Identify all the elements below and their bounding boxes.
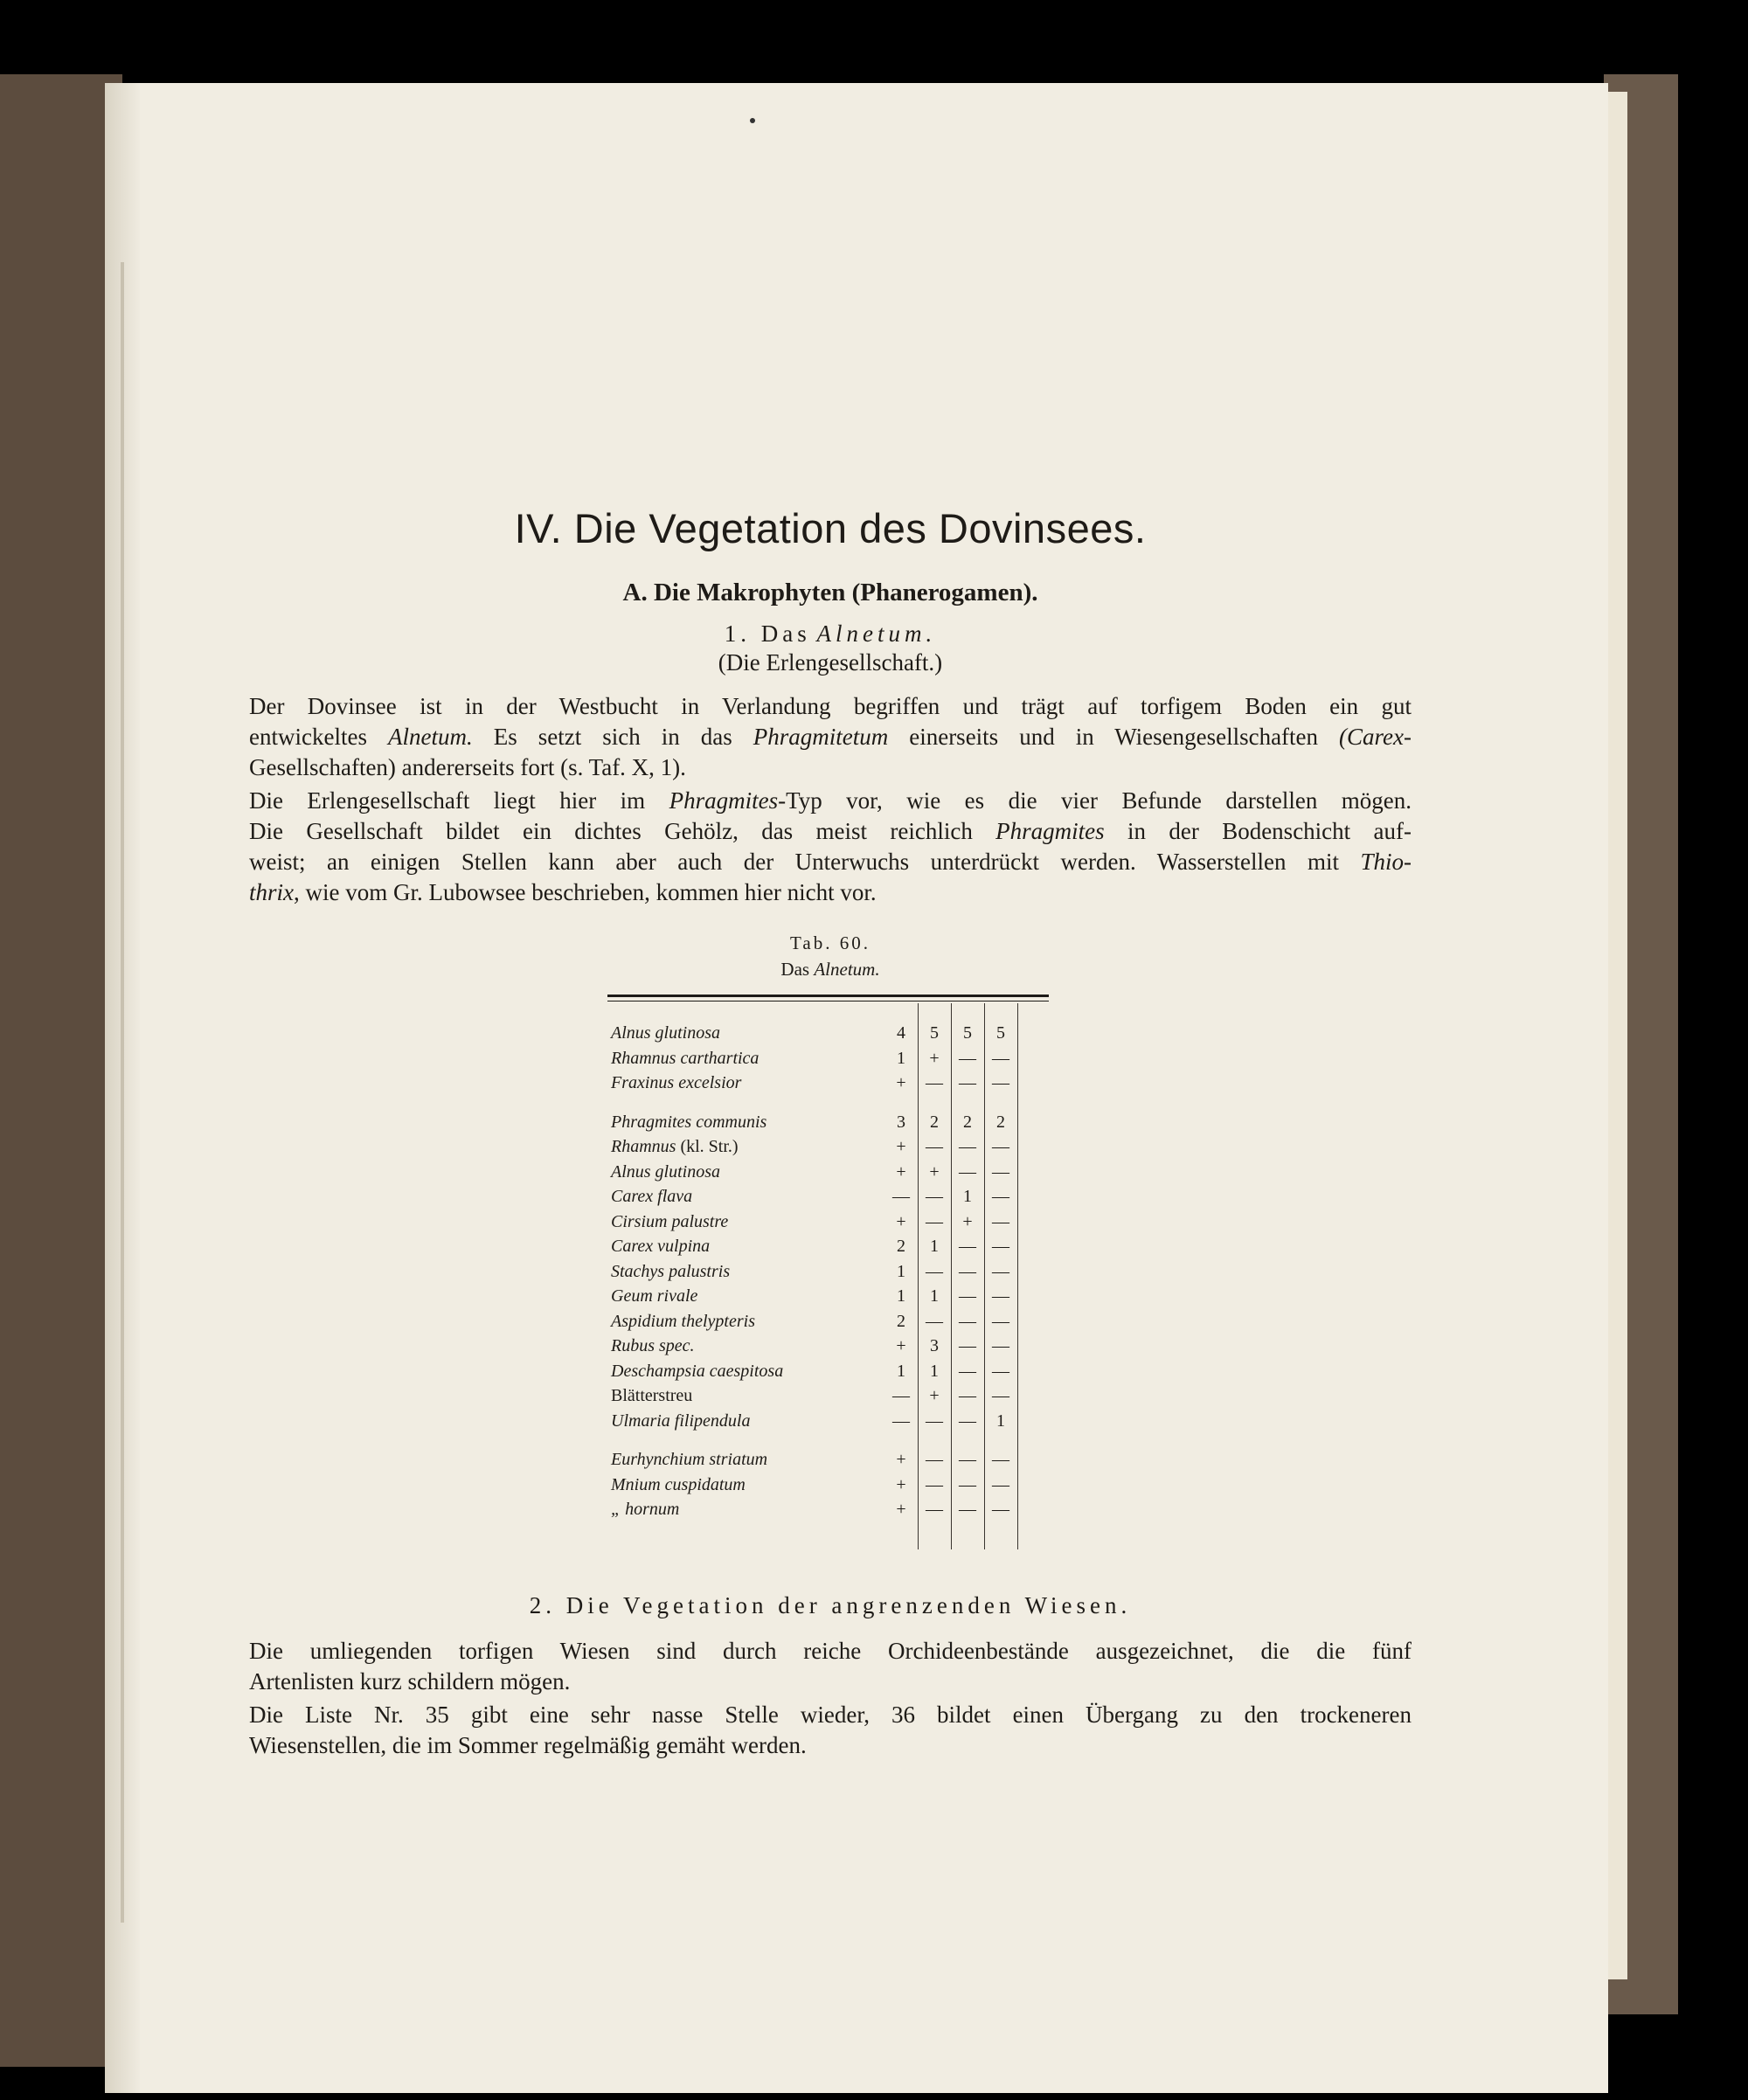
table-top-rule: [607, 995, 1049, 997]
cover-value: +: [896, 1500, 906, 1519]
species-name: Blätterstreu: [611, 1386, 693, 1405]
table-row: [607, 1187, 1049, 1211]
species-name: Stachys palustris: [611, 1261, 731, 1281]
table-subcaption: [249, 959, 1412, 981]
text-line: thrix, wie vom Gr. Lubowsee beschrieben, kommen hier nicht vor.: [249, 879, 877, 905]
subsection-1-term: Alnetum.: [816, 620, 937, 647]
species-name: Carex flava: [611, 1187, 693, 1206]
italic-term: Alnetum.: [387, 724, 473, 750]
ink-dot: [750, 118, 755, 123]
species-name: Rubus spec.: [611, 1336, 695, 1355]
table-row: [607, 1262, 1049, 1286]
cover-value: —: [959, 1286, 976, 1306]
text-line: Die Gesellschaft bildet ein dichtes Gehölz, das meist reichlich Phragmites in der Bodenschicht auf-: [249, 818, 1412, 844]
species-name: Rhamnus carthartica: [611, 1048, 760, 1068]
cover-value: —: [992, 1386, 1009, 1405]
cover-value: —: [992, 1261, 1009, 1281]
cover-value: 2: [897, 1237, 905, 1256]
species-name: Alnus glutinosa: [611, 1023, 721, 1043]
paragraph-2: [249, 786, 1412, 908]
species-name: Cirsium palustre: [611, 1211, 729, 1231]
cover-value: 5: [930, 1023, 939, 1043]
table-row: [607, 1411, 1049, 1436]
species-name: Geum rivale: [611, 1286, 698, 1306]
table-row: [607, 1386, 1049, 1410]
table-subcaption-text: Das Alnetum.: [780, 959, 880, 980]
table-row: [607, 1237, 1049, 1261]
cover-value: 2: [996, 1112, 1005, 1132]
cover-value: —: [926, 1073, 943, 1092]
cover-value: 5: [963, 1023, 972, 1043]
cover-value: 1: [897, 1286, 905, 1306]
table-caption: Tab. 60.: [790, 932, 871, 953]
cover-value: 2: [897, 1311, 905, 1331]
cover-value: —: [959, 1361, 976, 1381]
cover-value: —: [992, 1211, 1009, 1231]
cover-value: +: [896, 1474, 906, 1494]
text-line: Gesellschaften) andererseits fort (s. Taf. X, 1).: [249, 754, 686, 780]
cover-value: —: [959, 1500, 976, 1519]
italic-term: thrix: [249, 879, 294, 905]
cover-value: —: [959, 1386, 976, 1405]
text-line: Die umliegenden torfigen Wiesen sind durch reiche Orchideenbestände ausgezeichnet, die die fünf: [249, 1638, 1412, 1664]
italic-term: (Carex-: [1339, 724, 1412, 750]
cover-value: +: [962, 1211, 973, 1231]
text-line: Der Dovinsee ist in der Westbucht in Verlandung begriffen und trägt auf torfigem Boden ein gut: [249, 693, 1412, 719]
cover-value: —: [926, 1500, 943, 1519]
cover-value: —: [992, 1450, 1009, 1469]
species-name: Aspidium thelypteris: [611, 1311, 755, 1331]
table-row: [607, 1212, 1049, 1237]
species-name: Ulmaria filipendula: [611, 1410, 751, 1431]
cover-value: 1: [930, 1237, 939, 1256]
cover-value: 1: [897, 1361, 905, 1381]
text-line: Die Liste Nr. 35 gibt eine sehr nasse Stelle wieder, 36 bildet einen Übergang zu den trockeneren: [249, 1701, 1412, 1728]
paragraph-1: [249, 691, 1412, 783]
text-line: Die Erlengesellschaft liegt hier im Phragmites-Typ vor, wie es die vier Befunde darstellen mögen.: [249, 787, 1412, 814]
cover-value: —: [892, 1386, 910, 1405]
cover-value: —: [926, 1261, 943, 1281]
cover-value: —: [959, 1261, 976, 1281]
cover-value: +: [896, 1211, 906, 1231]
species-name: Carex vulpina: [611, 1237, 711, 1256]
cover-value: +: [896, 1450, 906, 1469]
table-row: [607, 1336, 1049, 1361]
species-name: „ hornum: [611, 1500, 680, 1519]
italic-term: Phragmites: [669, 787, 779, 814]
cover-value: —: [992, 1286, 1009, 1306]
cover-value: —: [992, 1336, 1009, 1355]
cover-value: —: [992, 1474, 1009, 1494]
text-line: Artenlisten kurz schildern mögen.: [249, 1668, 571, 1695]
italic-term: Phragmites: [995, 818, 1105, 844]
cover-value: +: [929, 1161, 940, 1182]
cover-value: —: [926, 1137, 943, 1156]
spine-edge: [121, 262, 124, 1923]
cover-value: 1: [930, 1286, 939, 1306]
subsection-1-prefix: 1. Das: [724, 620, 811, 647]
cover-value: —: [992, 1361, 1009, 1381]
text-line: Wiesenstellen, die im Sommer regelmäßig gemäht werden.: [249, 1732, 807, 1758]
cover-value: 2: [930, 1112, 939, 1132]
cover-value: —: [892, 1187, 910, 1206]
cover-value: —: [959, 1410, 976, 1431]
cover-value: +: [896, 1161, 906, 1182]
table-row: [607, 1286, 1049, 1311]
cover-value: —: [992, 1073, 1009, 1092]
species-name: Alnus glutinosa: [611, 1161, 721, 1182]
cover-value: —: [959, 1336, 976, 1355]
table-row: [607, 1450, 1049, 1474]
cover-value: —: [959, 1474, 976, 1494]
table-row: [607, 1500, 1049, 1524]
subsection-1-title: [249, 620, 1412, 648]
text-line: weist; an einigen Stellen kann aber auch der Unterwuchs unterdrückt werden. Wasserstellen mit Thio-: [249, 849, 1412, 875]
cover-value: —: [992, 1311, 1009, 1331]
table-subcaption-term: Alnetum.: [814, 959, 880, 980]
table-row: [607, 1112, 1049, 1137]
cover-value: +: [896, 1137, 906, 1156]
italic-term: Phragmitetum: [753, 724, 889, 750]
cover-value: —: [992, 1161, 1009, 1182]
cover-value: 1: [897, 1261, 905, 1281]
paragraph-4: [249, 1700, 1412, 1761]
cover-value: —: [926, 1311, 943, 1331]
table-row: [607, 1312, 1049, 1336]
cover-value: —: [892, 1410, 910, 1431]
cover-value: 5: [996, 1023, 1005, 1043]
cover-value: +: [929, 1386, 940, 1405]
cover-value: —: [992, 1237, 1009, 1256]
cover-value: 1: [963, 1187, 972, 1206]
cover-value: 4: [897, 1023, 905, 1043]
cover-value: 3: [930, 1336, 939, 1355]
species-name: Eurhynchium striatum: [611, 1450, 768, 1469]
cover-value: 2: [963, 1112, 972, 1132]
cover-value: —: [959, 1237, 976, 1256]
chapter-title: IV. Die Vegetation des Dovinsees.: [514, 505, 1147, 551]
cover-value: +: [896, 1336, 906, 1355]
subsection-1-subtitle: (Die Erlengesellschaft.): [718, 649, 943, 676]
table-row: [607, 1049, 1049, 1073]
cover-value: —: [959, 1137, 976, 1156]
cover-value: —: [992, 1500, 1009, 1519]
paragraph-3: [249, 1636, 1412, 1697]
cover-value: +: [896, 1073, 906, 1092]
table-row: [607, 1362, 1049, 1386]
table-row: [607, 1162, 1049, 1187]
table-row: [607, 1073, 1049, 1098]
species-name: Fraxinus excelsior: [611, 1073, 742, 1092]
cover-value: 3: [897, 1112, 905, 1132]
cover-value: —: [959, 1450, 976, 1469]
cover-value: —: [959, 1073, 976, 1092]
cover-value: —: [926, 1187, 943, 1206]
species-name: Mnium cuspidatum: [611, 1474, 746, 1494]
cover-value: —: [926, 1410, 943, 1431]
section-a-title: A. Die Makrophyten (Phanerogamen).: [622, 579, 1038, 606]
table-row: [607, 1475, 1049, 1500]
table-row: [607, 1023, 1049, 1048]
cover-value: 1: [897, 1048, 905, 1068]
cover-value: —: [992, 1137, 1009, 1156]
cover-value: —: [926, 1211, 943, 1231]
cover-value: —: [992, 1048, 1009, 1068]
section-2-title: 2. Die Vegetation der angrenzenden Wiesen.: [529, 1592, 1132, 1618]
book-cover-left: [0, 74, 122, 2067]
cover-value: 1: [996, 1410, 1005, 1431]
cover-value: —: [959, 1161, 976, 1182]
cover-value: —: [959, 1048, 976, 1068]
cover-value: +: [929, 1048, 940, 1068]
cover-value: —: [959, 1311, 976, 1331]
text-line: entwickeltes Alnetum. Es setzt sich in das Phragmitetum einerseits und in Wiesengesellschaften (Carex-: [249, 724, 1412, 750]
cover-value: —: [992, 1187, 1009, 1206]
species-name: Rhamnus (kl. Str.): [611, 1137, 739, 1156]
table-row: [607, 1137, 1049, 1161]
cover-value: —: [926, 1474, 943, 1494]
species-name: Deschampsia caespitosa: [611, 1361, 784, 1381]
cover-value: —: [926, 1450, 943, 1469]
italic-term: Thio-: [1360, 849, 1412, 875]
species-name: Phragmites communis: [611, 1112, 767, 1132]
cover-value: 1: [930, 1361, 939, 1381]
